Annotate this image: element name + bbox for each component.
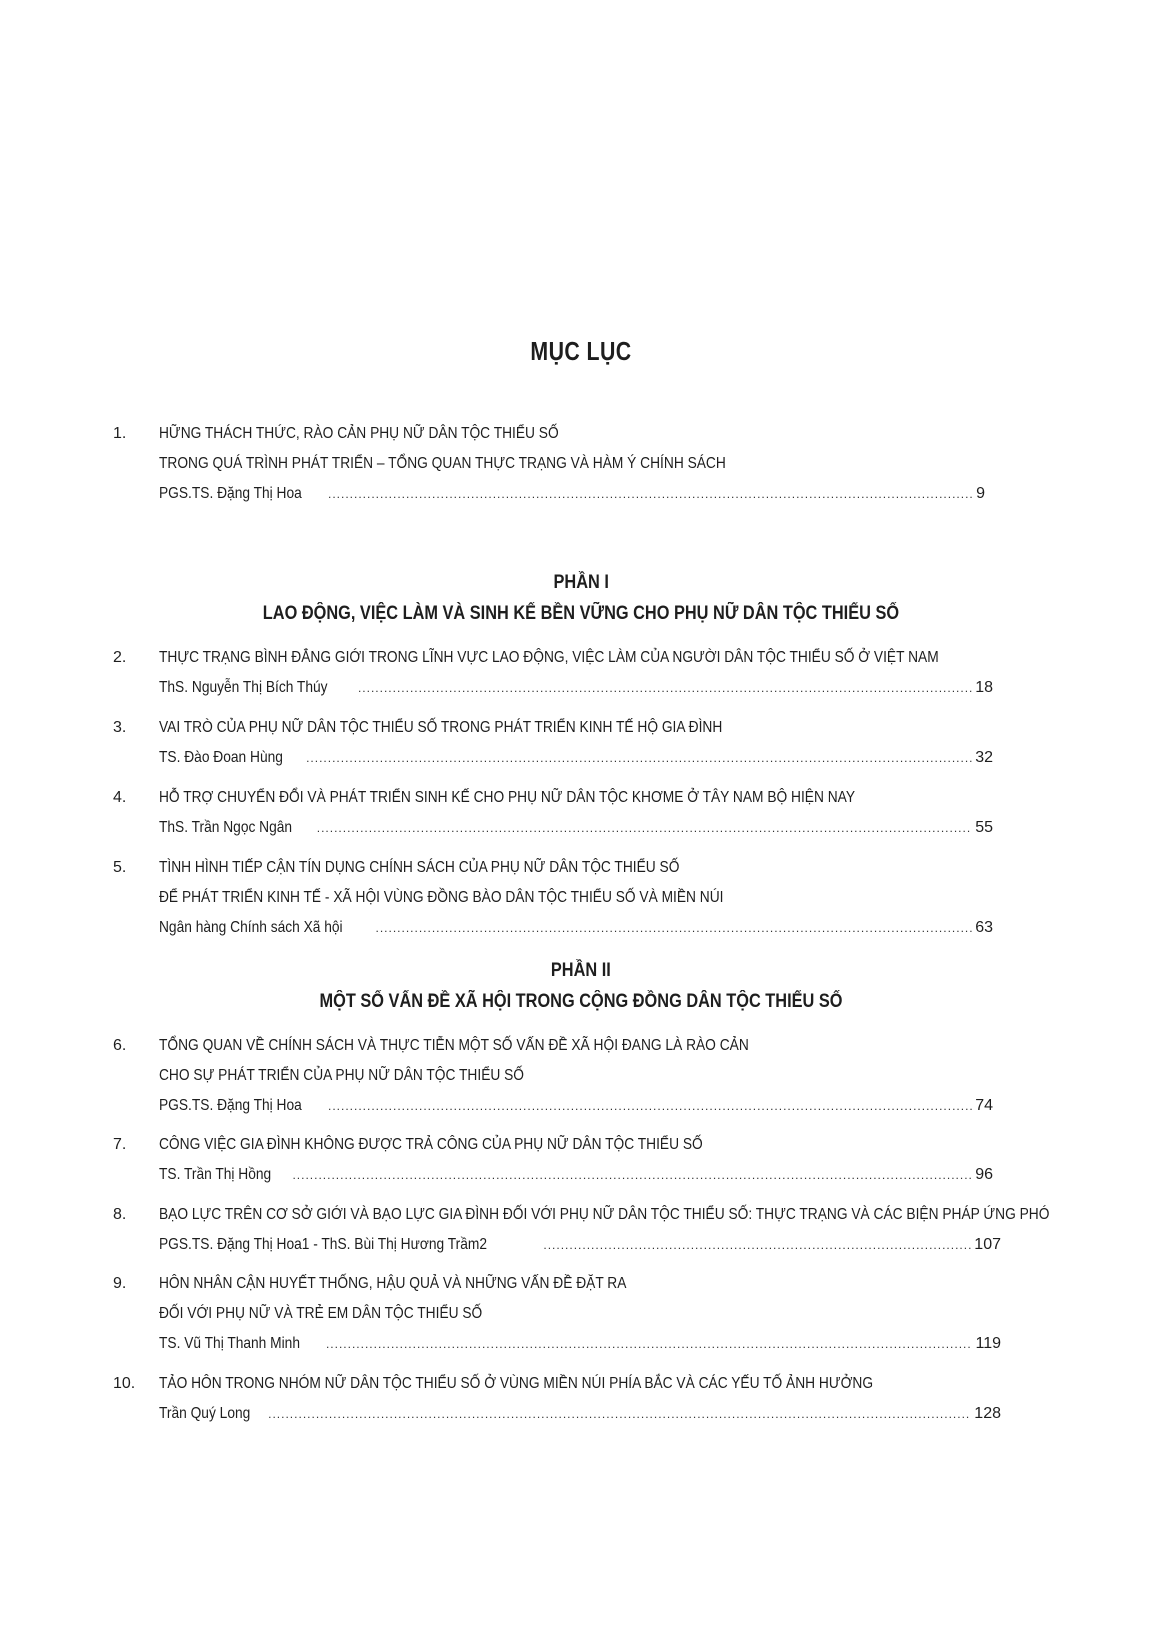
entry-page: 96 [975,1166,993,1183]
entry-number: 10. [113,1375,136,1392]
entry-page: 107 [974,1236,1001,1253]
entry-title-line: HỮNG THÁCH THỨC, RÀO CẢN PHỤ NỮ DÂN TỘC THIỂU SỐ [159,425,559,442]
entry-author: Ngân hàng Chính sách Xã hội [159,919,343,936]
entry-author: TS. Vũ Thị Thanh Minh [159,1335,300,1352]
entry-author-row [159,919,993,937]
entry-author-row [159,1236,1001,1254]
entry-page: 55 [975,819,993,836]
entry-author: Trần Quý Long [159,1405,251,1422]
entry-title-line: TÌNH HÌNH TIẾP CẬN TÍN DỤNG CHÍNH SÁCH CỦA PHỤ NỮ DÂN TỘC THIỂU SỐ [159,859,680,876]
entry-page: 9 [976,485,985,502]
entry-author: ThS. Nguyễn Thị Bích Thúy [159,679,328,696]
entry-title-line: TẢO HÔN TRONG NHÓM NỮ DÂN TỘC THIỂU SỐ Ở VÙNG MIỀN NÚI PHÍA BẮC VÀ CÁC YẾU TỐ ẢNH HƯỞNG [159,1375,874,1392]
dot-leader [328,487,973,501]
entry-author-row [159,1405,1001,1423]
part-label: PHẦN II [551,960,611,981]
entry-author-row [159,485,985,503]
entry-author: TS. Đào Đoan Hùng [159,749,283,766]
entry-author: PGS.TS. Đặng Thị Hoa1 - ThS. Bùi Thị Hương Trầm2 [159,1236,487,1253]
entry-title-line: HỖ TRỢ CHUYỂN ĐỔI VÀ PHÁT TRIỂN SINH KẾ CHO PHỤ NỮ DÂN TỘC KHƠME Ở TÂY NAM BỘ HIỆN NAY [159,789,856,806]
entry-author: TS. Trần Thị Hồng [159,1166,272,1183]
entry-number: 2. [113,649,127,666]
entry-page: 63 [975,919,993,936]
entry-page: 32 [975,749,993,766]
dot-leader [543,1238,971,1252]
entry-title-line: VAI TRÒ CỦA PHỤ NỮ DÂN TỘC THIỂU SỐ TRONG PHÁT TRIỂN KINH TẾ HỘ GIA ĐÌNH [159,719,723,736]
dot-leader [375,921,972,935]
entry-page: 18 [975,679,993,696]
entry-number: 6. [113,1037,127,1054]
entry-number: 8. [113,1206,127,1223]
entry-page: 119 [975,1335,1001,1352]
entry-title-line: TỔNG QUAN VỀ CHÍNH SÁCH VÀ THỰC TIỄN MỘT SỐ VẤN ĐỀ XÃ HỘI ĐANG LÀ RÀO CẢN [159,1037,749,1054]
entry-author-row [159,679,993,697]
dot-leader [358,681,972,695]
entry-author: PGS.TS. Đặng Thị Hoa [159,1097,302,1114]
part-label: PHẦN I [553,572,609,593]
dot-leader [326,1337,973,1351]
entry-title-line: CHO SỰ PHÁT TRIỂN CỦA PHỤ NỮ DÂN TỘC THIỂU SỐ [159,1067,525,1084]
page-title: MỤC LỤC [530,336,632,366]
entry-title-line: THỰC TRẠNG BÌNH ĐẲNG GIỚI TRONG LĨNH VỰC LAO ĐỘNG, VIỆC LÀM CỦA NGƯỜI DÂN TỘC THIỂU SỐ Ở VIỆT NAM [159,649,939,666]
entry-number: 7. [113,1136,127,1153]
part-title: LAO ĐỘNG, VIỆC LÀM VÀ SINH KẾ BỀN VỮNG CHO PHỤ NỮ DÂN TỘC THIỂU SỐ [262,603,900,624]
dot-leader [268,1407,971,1421]
part-title: MỘT SỐ VẤN ĐỀ XÃ HỘI TRONG CỘNG ĐỒNG DÂN TỘC THIỂU SỐ [319,991,843,1012]
entry-number: 4. [113,789,127,806]
entry-page: 74 [975,1097,993,1114]
entry-author-row [159,749,993,767]
entry-title-line: ĐỂ PHÁT TRIỂN KINH TẾ - XÃ HỘI VÙNG ĐỒNG BÀO DÂN TỘC THIỂU SỐ VÀ MIỀN NÚI [159,889,724,906]
entry-title-line: HÔN NHÂN CẬN HUYẾT THỐNG, HẬU QUẢ VÀ NHỮNG VẤN ĐỀ ĐẶT RA [159,1275,627,1292]
dot-leader [317,821,972,835]
entry-title-line: CÔNG VIỆC GIA ĐÌNH KHÔNG ĐƯỢC TRẢ CÔNG CỦA PHỤ NỮ DÂN TỘC THIỂU SỐ [159,1136,703,1153]
entry-author: PGS.TS. Đặng Thị Hoa [159,485,302,502]
entry-title-line: BẠO LỰC TRÊN CƠ SỞ GIỚI VÀ BẠO LỰC GIA ĐÌNH ĐỐI VỚI PHỤ NỮ DÂN TỘC THIỂU SỐ: THỰC TRẠNG VÀ CÁC BIỆN PHÁP ỨNG PHÓ [159,1206,1050,1223]
entry-author-row [159,819,993,837]
entry-title-line: ĐỐI VỚI PHỤ NỮ VÀ TRẺ EM DÂN TỘC THIỂU SỐ [159,1305,483,1322]
entry-author-row [159,1166,993,1184]
entry-number: 3. [113,719,127,736]
entry-author-row [159,1097,993,1115]
entry-number: 9. [113,1275,127,1292]
dot-leader [306,751,972,765]
entry-author: ThS. Trần Ngọc Ngân [159,819,293,836]
entry-number: 5. [113,859,127,876]
entry-number: 1. [113,425,127,442]
dot-leader [292,1168,972,1182]
entry-page: 128 [974,1405,1001,1422]
entry-author-row [159,1335,1001,1353]
entry-title-line: TRONG QUÁ TRÌNH PHÁT TRIỂN – TỔNG QUAN THỰC TRẠNG VÀ HÀM Ý CHÍNH SÁCH [159,455,726,472]
dot-leader [328,1099,972,1113]
